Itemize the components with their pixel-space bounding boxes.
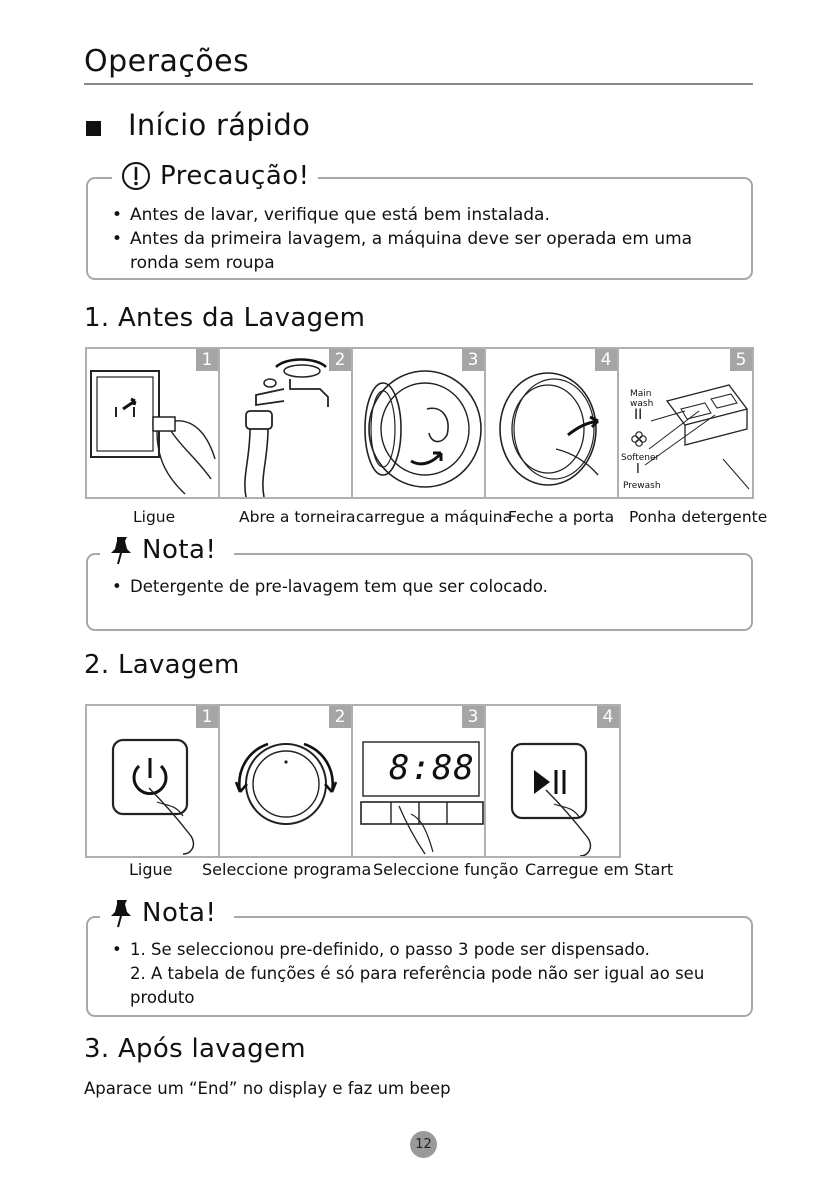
drawer-mark-main: II bbox=[634, 407, 643, 423]
water-tap-icon bbox=[220, 349, 353, 497]
wash-panels bbox=[85, 704, 621, 858]
caution-title-text: Precaução! bbox=[160, 161, 310, 191]
panel-caption: Abre a torneira bbox=[239, 508, 356, 526]
panel-number: 4 bbox=[595, 349, 617, 371]
panel-number: 1 bbox=[196, 349, 218, 371]
panel-caption: Ligue bbox=[133, 508, 176, 526]
panel-number: 1 bbox=[196, 706, 218, 728]
page-number: 12 bbox=[410, 1131, 437, 1158]
panel-caption: Seleccione programa bbox=[202, 860, 372, 879]
page-title: Operações bbox=[84, 44, 250, 79]
note-item: 2. A tabela de funções é só para referência pode não ser igual ao seu produto bbox=[130, 964, 705, 1007]
note-title bbox=[100, 898, 234, 928]
note-line-1: 1. Se seleccionou pre-definido, o passo 3 pode ser dispensado. bbox=[130, 940, 650, 959]
panel-program-knob bbox=[220, 706, 353, 856]
drawer-label-wash: wash bbox=[630, 399, 654, 409]
drawer-label-prewash: Prewash bbox=[623, 481, 661, 491]
panel-number: 2 bbox=[329, 706, 351, 728]
panel-close-door bbox=[486, 349, 619, 497]
note-title-text: Nota! bbox=[142, 898, 217, 928]
panel-caption: Ligue bbox=[129, 860, 173, 879]
section-heading-quick-start: Início rápido bbox=[128, 108, 311, 142]
start-pause-icon bbox=[486, 706, 619, 856]
pushpin-icon bbox=[108, 898, 134, 928]
note-box bbox=[86, 916, 753, 1017]
drawer-label-softener: Softener bbox=[621, 453, 660, 463]
square-bullet-icon bbox=[86, 121, 101, 136]
panel-caption: Seleccione função bbox=[373, 860, 519, 879]
close-door-icon bbox=[486, 349, 619, 497]
drawer-label-main: Main bbox=[630, 389, 652, 399]
power-button-icon bbox=[87, 706, 220, 856]
plug-socket-icon bbox=[87, 349, 220, 497]
before-wash-panels bbox=[85, 347, 754, 499]
display-digits: 8:88 bbox=[389, 748, 475, 788]
panel-caption: carregue a máquina bbox=[356, 508, 513, 526]
panel-caption: Carregue em Start bbox=[525, 860, 674, 879]
panel-number: 4 bbox=[597, 706, 619, 728]
caution-title bbox=[112, 160, 318, 192]
caution-list bbox=[108, 203, 738, 275]
panel-open-tap bbox=[220, 349, 353, 497]
panel-power-button bbox=[87, 706, 220, 856]
caution-item: • Antes de lavar, verifique que está bem instalada. bbox=[108, 203, 738, 227]
after-wash-text: Aparace um “End” no display e faz um beep bbox=[84, 1079, 451, 1098]
note-item: • 1. Se seleccionou pre-definido, o passo 3 pode ser dispensado. bbox=[112, 940, 650, 959]
open-door-loading-icon bbox=[353, 349, 486, 497]
section-title-wash: 2. Lavagem bbox=[84, 650, 240, 680]
panel-function-display bbox=[353, 706, 486, 856]
panel-caption: Ponha detergente bbox=[629, 508, 768, 526]
panel-detergent-drawer bbox=[619, 349, 752, 497]
drawer-mark-prewash: I bbox=[636, 462, 640, 477]
title-divider bbox=[84, 83, 753, 85]
panel-number: 3 bbox=[462, 349, 484, 371]
caution-item: • Antes da primeira lavagem, a máquina deve ser operada em uma ronda sem roupa bbox=[108, 227, 738, 275]
pushpin-icon bbox=[108, 535, 134, 565]
note-title bbox=[100, 535, 234, 565]
note-list bbox=[108, 938, 748, 1010]
exclamation-circle-icon bbox=[120, 160, 152, 192]
note-list bbox=[108, 575, 738, 599]
panel-caption: Feche a porta bbox=[508, 508, 615, 526]
panel-plug-in bbox=[87, 349, 220, 497]
note-title-text: Nota! bbox=[142, 535, 217, 565]
program-knob-icon bbox=[220, 706, 353, 856]
panel-start-button bbox=[486, 706, 619, 856]
caution-box bbox=[86, 177, 753, 280]
panel-number: 3 bbox=[462, 706, 484, 728]
note-item: • Detergente de pre-lavagem tem que ser colocado. bbox=[108, 575, 738, 599]
section-title-before-wash: 1. Antes da Lavagem bbox=[84, 303, 366, 333]
section-title-after-wash: 3. Após lavagem bbox=[84, 1034, 306, 1064]
panel-number: 5 bbox=[730, 349, 752, 371]
panel-number: 2 bbox=[329, 349, 351, 371]
panel-load-machine bbox=[353, 349, 486, 497]
